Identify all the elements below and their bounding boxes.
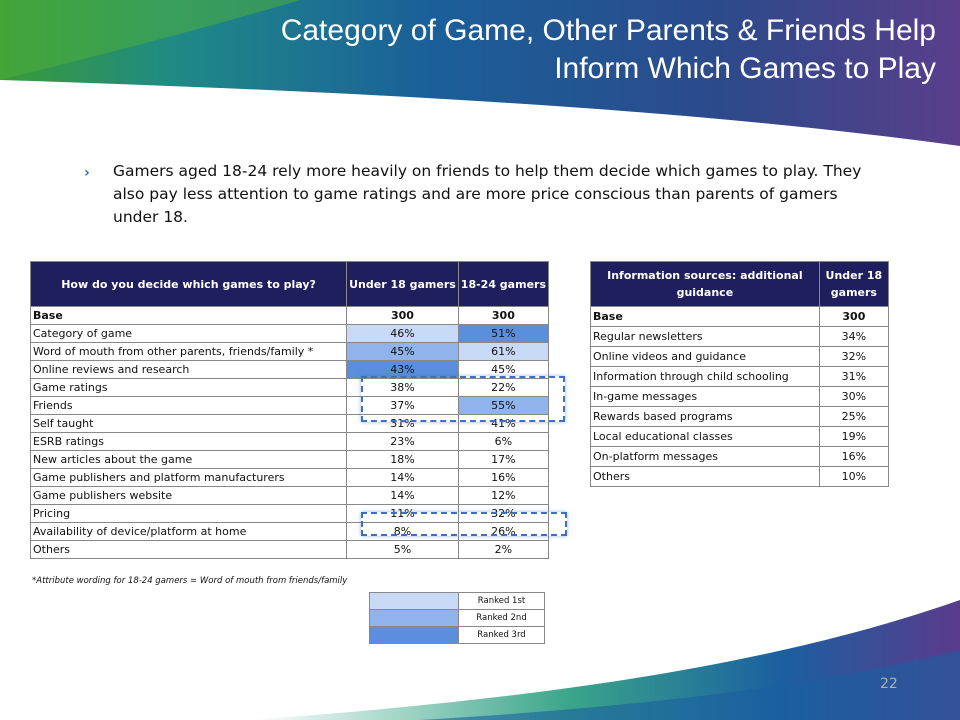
legend-swatch-rank2	[370, 610, 459, 627]
cell-under18: 37%	[347, 397, 459, 415]
info-sources-table	[590, 261, 889, 487]
row-label: On-platform messages	[591, 447, 820, 467]
cell-under18: 19%	[819, 427, 888, 447]
footnote: *Attribute wording for 18-24 gamers = Word of mouth from friends/family	[32, 576, 348, 586]
column-header-under18: Under 18 gamers	[819, 262, 888, 307]
table-row	[591, 407, 889, 427]
cell-18-24: 2%	[458, 541, 548, 559]
row-label: New articles about the game	[31, 451, 347, 469]
base-row	[31, 307, 549, 325]
table-row	[591, 427, 889, 447]
table-header-row	[31, 262, 549, 307]
table-row	[591, 447, 889, 467]
cell-under18: 23%	[347, 433, 459, 451]
base-under18: 300	[347, 307, 459, 325]
cell-18-24: 22%	[458, 379, 548, 397]
column-header-18-24: 18-24 gamers	[458, 262, 548, 307]
legend-row	[370, 610, 545, 627]
row-label: Word of mouth from other parents, friends/family *	[31, 343, 347, 361]
cell-18-24: 41%	[458, 415, 548, 433]
table-row	[31, 541, 549, 559]
row-label: Online reviews and research	[31, 361, 347, 379]
column-header-info-sources: Information sources: additional guidance	[591, 262, 820, 307]
cell-under18: 18%	[347, 451, 459, 469]
table-row	[591, 467, 889, 487]
row-label: Game publishers website	[31, 487, 347, 505]
page-title	[56, 12, 936, 88]
cell-18-24: 12%	[458, 487, 548, 505]
base-under18: 300	[819, 307, 888, 327]
cell-18-24: 6%	[458, 433, 548, 451]
row-label: Rewards based programs	[591, 407, 820, 427]
row-label: Regular newsletters	[591, 327, 820, 347]
base-18-24: 300	[458, 307, 548, 325]
page-number: 22	[880, 676, 898, 692]
base-label: Base	[591, 307, 820, 327]
row-label: Online videos and guidance	[591, 347, 820, 367]
table-row	[591, 327, 889, 347]
cell-under18: 16%	[819, 447, 888, 467]
chevron-right-icon: ›	[84, 165, 90, 181]
cell-under18: 45%	[347, 343, 459, 361]
cell-18-24: 51%	[458, 325, 548, 343]
cell-18-24: 17%	[458, 451, 548, 469]
row-label: Information through child schooling	[591, 367, 820, 387]
cell-under18: 8%	[347, 523, 459, 541]
row-label: Game publishers and platform manufacturers	[31, 469, 347, 487]
legend-swatch-rank3	[370, 627, 459, 644]
cell-under18: 11%	[347, 505, 459, 523]
row-label: Friends	[31, 397, 347, 415]
legend-label-rank2: Ranked 2nd	[459, 610, 545, 627]
legend-label-rank1: Ranked 1st	[459, 593, 545, 610]
cell-under18: 32%	[819, 347, 888, 367]
row-label: ESRB ratings	[31, 433, 347, 451]
base-label: Base	[31, 307, 347, 325]
cell-under18: 30%	[819, 387, 888, 407]
cell-18-24: 45%	[458, 361, 548, 379]
cell-under18: 31%	[347, 415, 459, 433]
row-label: Game ratings	[31, 379, 347, 397]
column-header-question: How do you decide which games to play?	[31, 262, 347, 307]
row-label: Others	[591, 467, 820, 487]
cell-18-24: 16%	[458, 469, 548, 487]
table-row	[31, 469, 549, 487]
row-label: In-game messages	[591, 387, 820, 407]
table-row	[31, 487, 549, 505]
cell-under18: 46%	[347, 325, 459, 343]
highlight-box-pricing	[361, 512, 567, 536]
table-row	[591, 387, 889, 407]
base-row	[591, 307, 889, 327]
cell-under18: 43%	[347, 361, 459, 379]
cell-18-24: 26%	[458, 523, 548, 541]
legend-swatch-rank1	[370, 593, 459, 610]
legend-label-rank3: Ranked 3rd	[459, 627, 545, 644]
cell-under18: 14%	[347, 469, 459, 487]
cell-18-24: 61%	[458, 343, 548, 361]
row-label: Availability of device/platform at home	[31, 523, 347, 541]
table-row	[591, 367, 889, 387]
cell-under18: 38%	[347, 379, 459, 397]
table-row	[591, 347, 889, 367]
row-label: Local educational classes	[591, 427, 820, 447]
legend-row	[370, 593, 545, 610]
row-label: Self taught	[31, 415, 347, 433]
row-label: Others	[31, 541, 347, 559]
cell-under18: 10%	[819, 467, 888, 487]
rank-legend	[369, 592, 545, 644]
cell-18-24: 55%	[458, 397, 548, 415]
title-line-1: Category of Game, Other Parents & Friends Help	[280, 14, 936, 47]
table-row	[31, 451, 549, 469]
highlight-box-ratings-friends	[361, 376, 565, 422]
table-row	[31, 325, 549, 343]
legend-row	[370, 627, 545, 644]
cell-under18: 5%	[347, 541, 459, 559]
row-label: Pricing	[31, 505, 347, 523]
cell-18-24: 32%	[458, 505, 548, 523]
bullet-text: Gamers aged 18-24 rely more heavily on friends to help them decide which games to play. They also pay less attention to game ratings and are more price conscious than parents of gamers under 18.	[113, 162, 862, 226]
cell-under18: 31%	[819, 367, 888, 387]
cell-under18: 25%	[819, 407, 888, 427]
cell-under18: 34%	[819, 327, 888, 347]
table-row	[31, 433, 549, 451]
cell-under18: 14%	[347, 487, 459, 505]
table-row	[31, 343, 549, 361]
row-label: Category of game	[31, 325, 347, 343]
column-header-under18: Under 18 gamers	[347, 262, 459, 307]
table-header-row	[591, 262, 889, 307]
title-line-2: Inform Which Games to Play	[554, 52, 936, 85]
bullet-point	[84, 160, 884, 229]
